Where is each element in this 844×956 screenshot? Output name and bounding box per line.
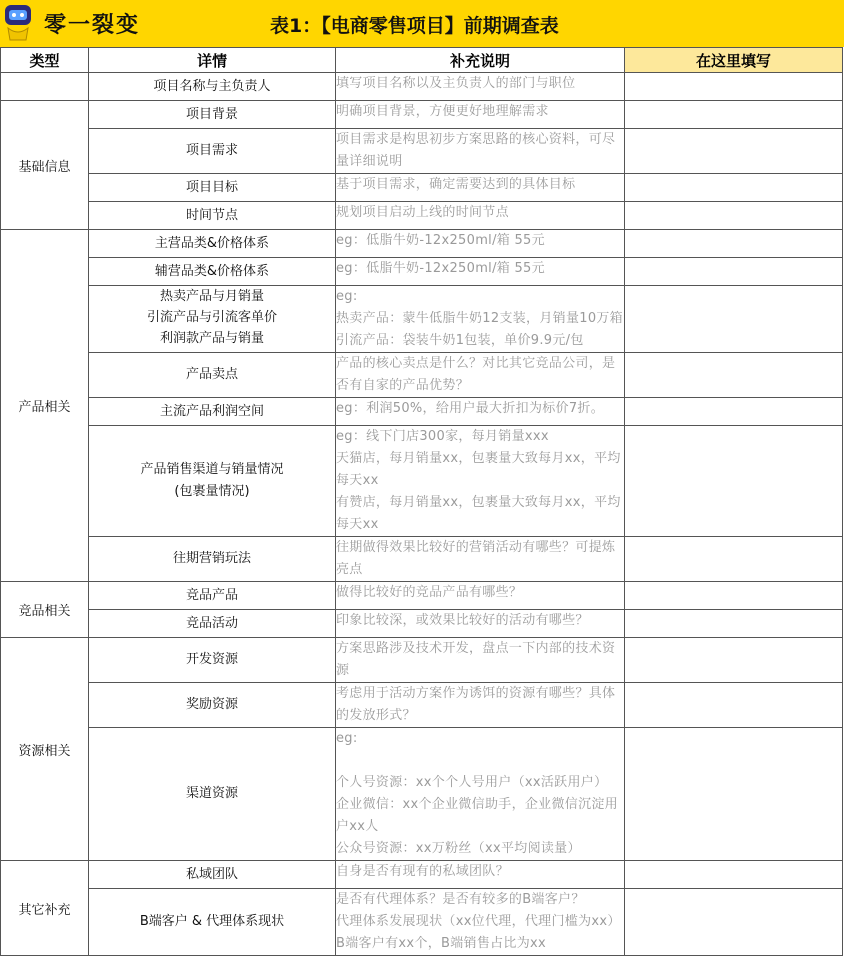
type-cell (1, 73, 89, 101)
column-header-detail: 详情 (89, 48, 336, 73)
robot-logo-icon (2, 2, 34, 42)
table-header-row (1, 48, 843, 73)
table-row (1, 230, 843, 258)
table-row (1, 286, 843, 353)
detail-cell: 辅营品类&价格体系 (89, 258, 336, 286)
detail-cell: 产品销售渠道与销量情况 (包裹量情况) (89, 426, 336, 537)
type-cell: 基础信息 (1, 101, 89, 230)
note-cell: 印象比较深，或效果比较好的活动有哪些？ (336, 610, 625, 638)
column-header-type: 类型 (1, 48, 89, 73)
table-row (1, 861, 843, 889)
table-row (1, 683, 843, 728)
fill-in-cell[interactable] (625, 582, 843, 610)
detail-cell: B端客户 & 代理体系现状 (89, 889, 336, 956)
table-row (1, 202, 843, 230)
table-row (1, 610, 843, 638)
header-banner (0, 0, 844, 47)
table-row (1, 101, 843, 129)
detail-cell: 项目目标 (89, 174, 336, 202)
detail-cell: 竞品活动 (89, 610, 336, 638)
detail-cell: 项目名称与主负责人 (89, 73, 336, 101)
note-cell: 项目需求是构思初步方案思路的核心资料，可尽 量详细说明 (336, 129, 625, 174)
type-cell: 其它补充 (1, 861, 89, 956)
detail-cell: 产品卖点 (89, 353, 336, 398)
note-cell: 规划项目启动上线的时间节点 (336, 202, 625, 230)
detail-cell: 开发资源 (89, 638, 336, 683)
type-cell: 产品相关 (1, 230, 89, 582)
fill-in-cell[interactable] (625, 286, 843, 353)
fill-in-cell[interactable] (625, 73, 843, 101)
type-cell: 竞品相关 (1, 582, 89, 638)
fill-in-cell[interactable] (625, 101, 843, 129)
detail-cell: 往期营销玩法 (89, 537, 336, 582)
fill-in-cell[interactable] (625, 398, 843, 426)
table-row (1, 728, 843, 861)
fill-in-cell[interactable] (625, 426, 843, 537)
detail-cell: 项目需求 (89, 129, 336, 174)
note-cell: eg: 热卖产品：蒙牛低脂牛奶12支装，月销量10万箱 引流产品：袋装牛奶1包装，单价9.9元/包 (336, 286, 625, 353)
table-row (1, 174, 843, 202)
note-cell: eg：低脂牛奶-12x250ml/箱 55元 (336, 258, 625, 286)
table-row (1, 398, 843, 426)
survey-table (0, 47, 843, 956)
page-title: 表1：【电商零售项目】前期调查表 (270, 15, 559, 37)
note-cell: eg：线下门店300家，每月销量xxx 天猫店，每月销量xx，包裹量大致每月xx，平均 每天xx 有赞店，每月销量xx，包裹量大致每月xx，平均 每天xx (336, 426, 625, 537)
detail-cell: 主营品类&价格体系 (89, 230, 336, 258)
fill-in-cell[interactable] (625, 683, 843, 728)
fill-in-cell[interactable] (625, 610, 843, 638)
note-cell: 做得比较好的竞品产品有哪些？ (336, 582, 625, 610)
note-cell: 考虑用于活动方案作为诱饵的资源有哪些？具体 的发放形式？ (336, 683, 625, 728)
detail-cell: 主流产品利润空间 (89, 398, 336, 426)
table-row (1, 258, 843, 286)
detail-cell: 项目背景 (89, 101, 336, 129)
table-row (1, 73, 843, 101)
note-cell: 填写项目名称以及主负责人的部门与职位 (336, 73, 625, 101)
note-cell: 方案思路涉及技术开发，盘点一下内部的技术资 源 (336, 638, 625, 683)
fill-in-cell[interactable] (625, 889, 843, 956)
table-row (1, 889, 843, 956)
fill-in-cell[interactable] (625, 174, 843, 202)
note-cell: eg：利润50%，给用户最大折扣为标价7折。 (336, 398, 625, 426)
fill-in-cell[interactable] (625, 353, 843, 398)
note-cell: 往期做得效果比较好的营销活动有哪些？可提炼 亮点 (336, 537, 625, 582)
detail-cell: 时间节点 (89, 202, 336, 230)
table-row (1, 129, 843, 174)
note-cell: eg: 个人号资源：xx个个人号用户（xx活跃用户） 企业微信：xx个企业微信助手，企业微信沉淀用 户xx人 公众号资源：xx万粉丝（xx平均阅读量） (336, 728, 625, 861)
column-header-fill: 在这里填写 (625, 48, 843, 73)
fill-in-cell[interactable] (625, 129, 843, 174)
table-row (1, 426, 843, 537)
note-cell: eg：低脂牛奶-12x250ml/箱 55元 (336, 230, 625, 258)
detail-cell: 奖励资源 (89, 683, 336, 728)
detail-cell: 私域团队 (89, 861, 336, 889)
detail-cell: 热卖产品与月销量 引流产品与引流客单价 利润款产品与销量 (89, 286, 336, 353)
note-cell: 产品的核心卖点是什么？对比其它竞品公司，是 否有自家的产品优势？ (336, 353, 625, 398)
brand-name: 零一裂变 (44, 13, 141, 38)
table-row (1, 537, 843, 582)
note-cell: 基于项目需求，确定需要达到的具体目标 (336, 174, 625, 202)
note-cell: 明确项目背景，方便更好地理解需求 (336, 101, 625, 129)
table-row (1, 638, 843, 683)
fill-in-cell[interactable] (625, 861, 843, 889)
fill-in-cell[interactable] (625, 230, 843, 258)
fill-in-cell[interactable] (625, 258, 843, 286)
detail-cell: 渠道资源 (89, 728, 336, 861)
note-cell: 自身是否有现有的私域团队？ (336, 861, 625, 889)
note-cell: 是否有代理体系？是否有较多的B端客户？ 代理体系发展现状（xx位代理，代理门槛为xx） B端客户有xx个，B端销售占比为xx (336, 889, 625, 956)
table-row (1, 582, 843, 610)
fill-in-cell[interactable] (625, 728, 843, 861)
fill-in-cell[interactable] (625, 537, 843, 582)
fill-in-cell[interactable] (625, 638, 843, 683)
table-row (1, 353, 843, 398)
detail-cell: 竞品产品 (89, 582, 336, 610)
type-cell: 资源相关 (1, 638, 89, 861)
column-header-note: 补充说明 (336, 48, 625, 73)
fill-in-cell[interactable] (625, 202, 843, 230)
